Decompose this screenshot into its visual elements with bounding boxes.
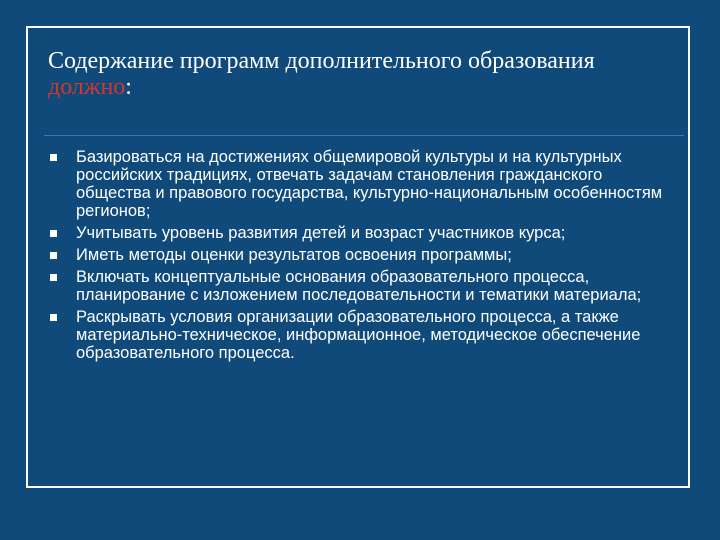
square-bullet-icon bbox=[50, 274, 57, 281]
bullet-text: Базироваться на достижениях общемировой культуры и на культурных российских традициях, отвечать задачам становления гражданского общества и правового государства, культурно-национальным особенностям регионов; bbox=[76, 148, 663, 220]
slide-title bbox=[48, 48, 668, 100]
bullet-item bbox=[48, 308, 678, 362]
bullet-item bbox=[48, 246, 678, 264]
square-bullet-icon bbox=[50, 154, 57, 161]
bullet-item bbox=[48, 224, 678, 242]
bullet-item bbox=[48, 148, 678, 220]
bullet-item bbox=[48, 268, 678, 304]
title-divider bbox=[44, 135, 684, 136]
square-bullet-icon bbox=[50, 230, 57, 237]
bullet-text: Раскрывать условия организации образовательного процесса, а также материально-техническое, информационное, методическое обеспечение образовательного процесса. bbox=[76, 308, 641, 362]
bullet-list bbox=[48, 148, 678, 366]
title-accent-word: должно bbox=[48, 74, 126, 100]
square-bullet-icon bbox=[50, 314, 57, 321]
bullet-text: Иметь методы оценки результатов освоения программы; bbox=[76, 246, 512, 264]
title-colon: : bbox=[125, 74, 132, 100]
square-bullet-icon bbox=[50, 252, 57, 259]
title-main: Содержание программ дополнительного образования bbox=[48, 48, 595, 74]
bullet-text: Включать концептуальные основания образовательного процесса, планирование с изложением последовательности и тематики материала; bbox=[76, 268, 642, 304]
bullet-text: Учитывать уровень развития детей и возраст участников курса; bbox=[76, 224, 566, 242]
